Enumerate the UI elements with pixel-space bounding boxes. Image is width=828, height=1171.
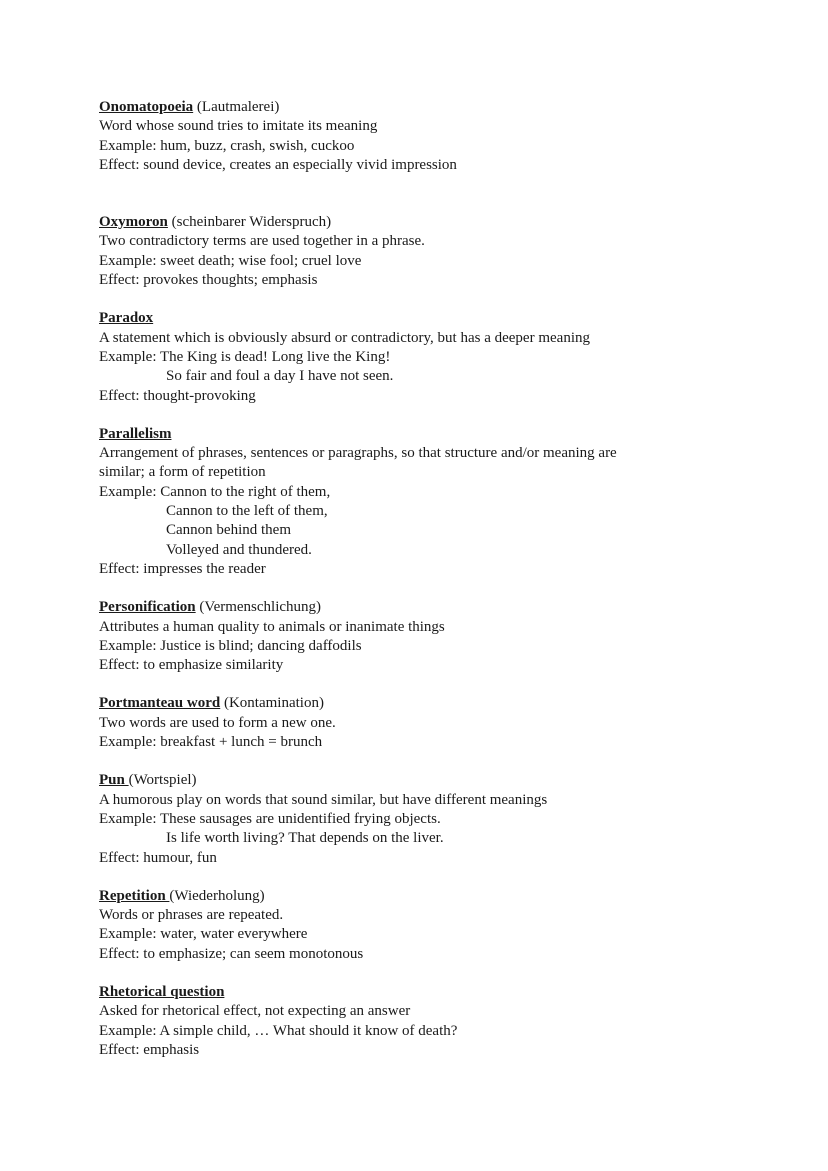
entry-oxymoron [99, 213, 799, 290]
entry-heading [99, 598, 799, 617]
example-line: Example: A simple child, … What should it know of death? [99, 1022, 458, 1039]
entry-paradox [99, 309, 799, 405]
entry-onomatopoeia [99, 98, 799, 175]
glossary-page [99, 98, 799, 1060]
example-line: Cannon to the left of them, [166, 503, 328, 520]
term-name: Portmanteau word [99, 695, 221, 712]
term-name: Onomatopoeia [99, 99, 194, 115]
entry-parallelism [99, 425, 799, 579]
definition-line: Two contradictory terms are used together in a phrase. [99, 233, 425, 250]
example-line: Example: The King is dead! Long live the King! [99, 348, 391, 365]
effect-line: Effect: sound device, creates an especially vivid impression [99, 156, 457, 173]
entry-portmanteau-word [99, 694, 799, 752]
example-line: Cannon behind them [166, 522, 291, 539]
effect-line: Effect: impresses the reader [99, 560, 266, 577]
german-translation: (Vermenschlichung) [195, 599, 322, 616]
effect-line: Effect: thought-provoking [99, 387, 256, 404]
effect-line: Effect: emphasis [99, 1041, 200, 1058]
term-name: Parallelism [99, 425, 172, 442]
effect-line: Effect: provokes thoughts; emphasis [99, 272, 318, 289]
german-translation: (Kontamination) [220, 695, 324, 712]
example-line: So fair and foul a day I have not seen. [166, 368, 394, 385]
entry-heading [99, 887, 799, 906]
example-line: Example: Cannon to the right of them, [99, 483, 331, 500]
german-translation: (Lautmalerei) [193, 99, 280, 115]
entry-heading [99, 771, 799, 790]
effect-line: Effect: to emphasize similarity [99, 657, 284, 674]
definition-line: Arrangement of phrases, sentences or paragraphs, so that structure and/or meaning are [99, 445, 617, 462]
entry-heading [99, 98, 799, 117]
entry-repetition [99, 887, 799, 964]
definition-line: Two words are used to form a new one. [99, 714, 336, 731]
german-translation: (scheinbarer Widerspruch) [167, 214, 332, 231]
entry-heading [99, 983, 799, 1002]
definition-line: A humorous play on words that sound similar, but have different meanings [99, 791, 548, 808]
example-line: Volleyed and thundered. [166, 541, 312, 558]
term-name: Repetition [99, 887, 170, 904]
example-line: Example: breakfast + lunch = brunch [99, 734, 323, 751]
definition-line: Asked for rhetorical effect, not expecting an answer [99, 1003, 411, 1020]
term-name: Oxymoron [99, 214, 168, 231]
entry-heading [99, 213, 799, 232]
german-translation: (Wiederholung) [169, 887, 265, 904]
entry-personification [99, 598, 799, 675]
entry-heading [99, 309, 799, 328]
definition-line: Words or phrases are repeated. [99, 907, 284, 924]
entry-pun [99, 771, 799, 867]
entry-rhetorical-question [99, 983, 799, 1060]
effect-line: Effect: to emphasize; can seem monotonous [99, 945, 364, 962]
definition-line: similar; a form of repetition [99, 464, 266, 481]
term-name: Paradox [99, 310, 154, 327]
definition-line: A statement which is obviously absurd or contradictory, but has a deeper meaning [99, 329, 590, 346]
definition-line: Attributes a human quality to animals or inanimate things [99, 618, 445, 635]
example-line: Example: sweet death; wise fool; cruel love [99, 252, 362, 269]
entry-heading [99, 694, 799, 713]
definition-line: Word whose sound tries to imitate its meaning [99, 118, 378, 135]
example-line: Example: hum, buzz, crash, swish, cuckoo [99, 137, 355, 154]
term-name: Pun [99, 772, 129, 789]
example-line: Example: Justice is blind; dancing daffodils [99, 637, 362, 654]
example-line: Is life worth living? That depends on the liver. [166, 830, 444, 847]
example-line: Example: These sausages are unidentified frying objects. [99, 810, 441, 827]
term-name: Rhetorical question [99, 983, 225, 1000]
example-line: Example: water, water everywhere [99, 926, 308, 943]
german-translation: (Wortspiel) [128, 772, 197, 789]
entry-heading [99, 425, 799, 444]
term-name: Personification [99, 599, 196, 616]
effect-line: Effect: humour, fun [99, 849, 217, 866]
